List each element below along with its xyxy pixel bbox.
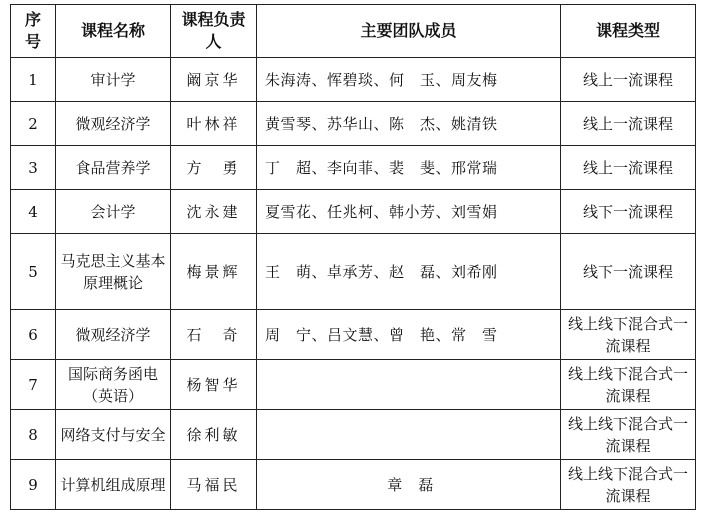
row-leader: 叶林祥 — [171, 102, 257, 146]
header-leader: 课程负责人 — [171, 5, 257, 58]
row-type: 线下一流课程 — [561, 234, 696, 310]
row-members — [257, 360, 561, 410]
row-members — [257, 410, 561, 460]
row-type: 线上线下混合式一流课程 — [561, 310, 696, 360]
row-leader: 沈永建 — [171, 190, 257, 234]
table-row — [11, 410, 696, 460]
row-course-name: 微观经济学 — [56, 310, 171, 360]
header-type: 课程类型 — [561, 5, 696, 58]
course-table-container — [10, 4, 696, 510]
row-type: 线上一流课程 — [561, 58, 696, 102]
row-course-name: 国际商务函电（英语） — [56, 360, 171, 410]
row-course-name: 审计学 — [56, 58, 171, 102]
row-course-name: 微观经济学 — [56, 102, 171, 146]
row-type: 线上线下混合式一流课程 — [561, 460, 696, 510]
row-course-name: 会计学 — [56, 190, 171, 234]
row-index: 4 — [11, 190, 56, 234]
row-index: 1 — [11, 58, 56, 102]
row-type: 线上线下混合式一流课程 — [561, 410, 696, 460]
row-members: 黄雪琴、苏华山、陈 杰、姚清铁 — [257, 102, 561, 146]
row-leader: 方 勇 — [171, 146, 257, 190]
header-row — [11, 5, 696, 58]
header-course-name: 课程名称 — [56, 5, 171, 58]
header-members: 主要团队成员 — [257, 5, 561, 58]
row-course-name: 食品营养学 — [56, 146, 171, 190]
table-row — [11, 360, 696, 410]
row-index: 3 — [11, 146, 56, 190]
row-index: 9 — [11, 460, 56, 510]
row-course-name: 计算机组成原理 — [56, 460, 171, 510]
row-index: 7 — [11, 360, 56, 410]
table-row — [11, 102, 696, 146]
table-row — [11, 190, 696, 234]
row-course-name: 网络支付与安全 — [56, 410, 171, 460]
row-type: 线上一流课程 — [561, 146, 696, 190]
row-type: 线下一流课程 — [561, 190, 696, 234]
row-members: 王 萌、卓承芳、赵 磊、刘希刚 — [257, 234, 561, 310]
row-members: 朱海涛、恽碧琰、何 玉、周友梅 — [257, 58, 561, 102]
table-row — [11, 310, 696, 360]
row-leader: 梅景辉 — [171, 234, 257, 310]
row-leader: 马福民 — [171, 460, 257, 510]
row-members: 丁 超、李向菲、裴 斐、邢常瑞 — [257, 146, 561, 190]
row-index: 2 — [11, 102, 56, 146]
table-row — [11, 460, 696, 510]
table-row — [11, 234, 696, 310]
row-type: 线上一流课程 — [561, 102, 696, 146]
row-members: 周 宁、吕文慧、曾 艳、常 雪 — [257, 310, 561, 360]
table-row — [11, 58, 696, 102]
row-members: 章 磊 — [257, 460, 561, 510]
row-index: 8 — [11, 410, 56, 460]
row-members: 夏雪花、任兆柯、韩小芳、刘雪娟 — [257, 190, 561, 234]
row-index: 6 — [11, 310, 56, 360]
row-leader: 杨智华 — [171, 360, 257, 410]
row-leader: 石 奇 — [171, 310, 257, 360]
row-leader: 阚京华 — [171, 58, 257, 102]
header-index: 序号 — [11, 5, 56, 58]
row-course-name: 马克思主义基本原理概论 — [56, 234, 171, 310]
row-type: 线上线下混合式一流课程 — [561, 360, 696, 410]
table-row — [11, 146, 696, 190]
row-index: 5 — [11, 234, 56, 310]
row-leader: 徐利敏 — [171, 410, 257, 460]
course-table — [10, 4, 696, 510]
